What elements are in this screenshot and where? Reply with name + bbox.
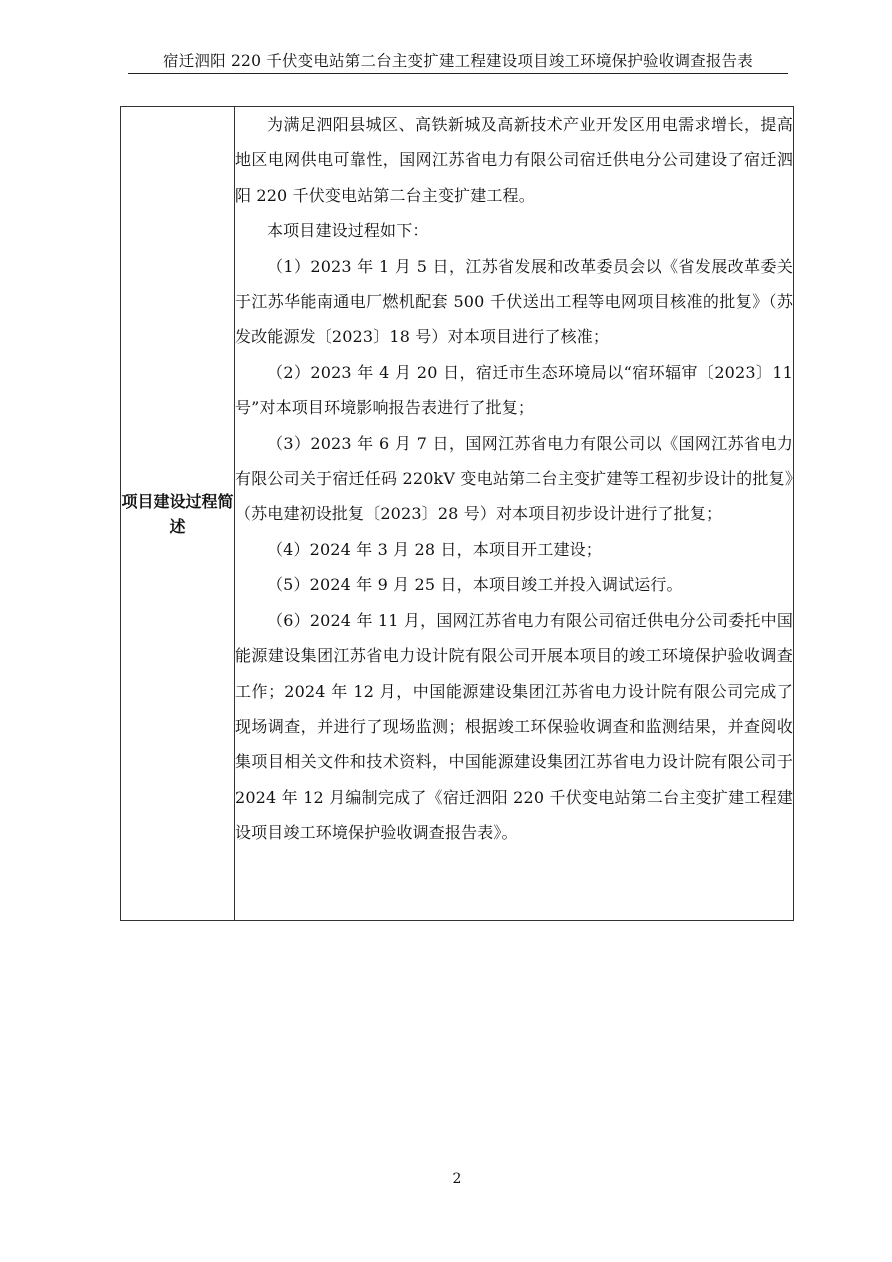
construction-process-table bbox=[120, 106, 794, 921]
row-content-cell bbox=[235, 107, 794, 921]
row-label: 项目建设过程简述 bbox=[121, 491, 234, 536]
table-row bbox=[121, 107, 794, 921]
row-label-cell bbox=[121, 107, 235, 921]
page-header-title: 宿迁泗阳 220 千伏变电站第二台主变扩建工程建设项目竣工环境保护验收调查报告表 bbox=[163, 52, 753, 70]
page-number: 2 bbox=[452, 1171, 462, 1187]
paragraph-item-3-preliminary-design: （3）2023 年 6 月 7 日，国网江苏省电力有限公司以《国网江苏省电力有限公司关于宿迁任码 220kV 变电站第二台主变扩建等工程初步设计的批复》（苏电建初设批复〔2023〕28 号）对本项目初步设计进行了批复； bbox=[235, 433, 793, 524]
paragraph-process-intro: 本项目建设过程如下： bbox=[267, 221, 429, 241]
header-divider bbox=[128, 73, 788, 74]
paragraph-item-2-eia-reply: （2）2023 年 4 月 20 日，宿迁市生态环境局以“宿环辐审〔2023〕11 号”对本项目环境影响报告表进行了批复； bbox=[235, 362, 793, 418]
paragraph-item-6-acceptance-survey: （6）2024 年 11 月，国网江苏省电力有限公司宿迁供电分公司委托中国能源建设集团江苏省电力设计院有限公司开展本项目的竣工环境保护验收调查工作；2024 年 12 月，中国能源建设集团江苏省电力设计院有限公司完成了现场调查，并进行了现场监测；根据竣工环保验收调查和监测结果，并查阅收集项目相关文件和技术资料，中国能源建设集团江苏省电力设计院有限公司于 2024 年 12 月编制完成了《宿迁泗阳 220 千伏变电站第二台主变扩建工程建设项目竣工环境保护验收调查报告表》。 bbox=[235, 610, 793, 843]
paragraph-item-4-construction-start: （4）2024 年 3 月 28 日，本项目开工建设； bbox=[267, 539, 602, 559]
paragraph-background: 为满足泗阳县城区、高铁新城及高新技术产业开发区用电需求增长，提高地区电网供电可靠性，国网江苏省电力有限公司宿迁供电分公司建设了宿迁泗阳 220 千伏变电站第二台主变扩建工程。 bbox=[235, 115, 793, 205]
paragraph-item-5-completion: （5）2024 年 9 月 25 日，本项目竣工并投入调试运行。 bbox=[267, 575, 683, 595]
paragraph-item-1-approval: （1）2023 年 1 月 5 日，江苏省发展和改革委员会以《省发展改革委关于江苏华能南通电厂燃机配套 500 千伏送出工程等电网项目核准的批复》（苏发改能源发〔2023〕18 号）对本项目进行了核准； bbox=[235, 256, 793, 347]
